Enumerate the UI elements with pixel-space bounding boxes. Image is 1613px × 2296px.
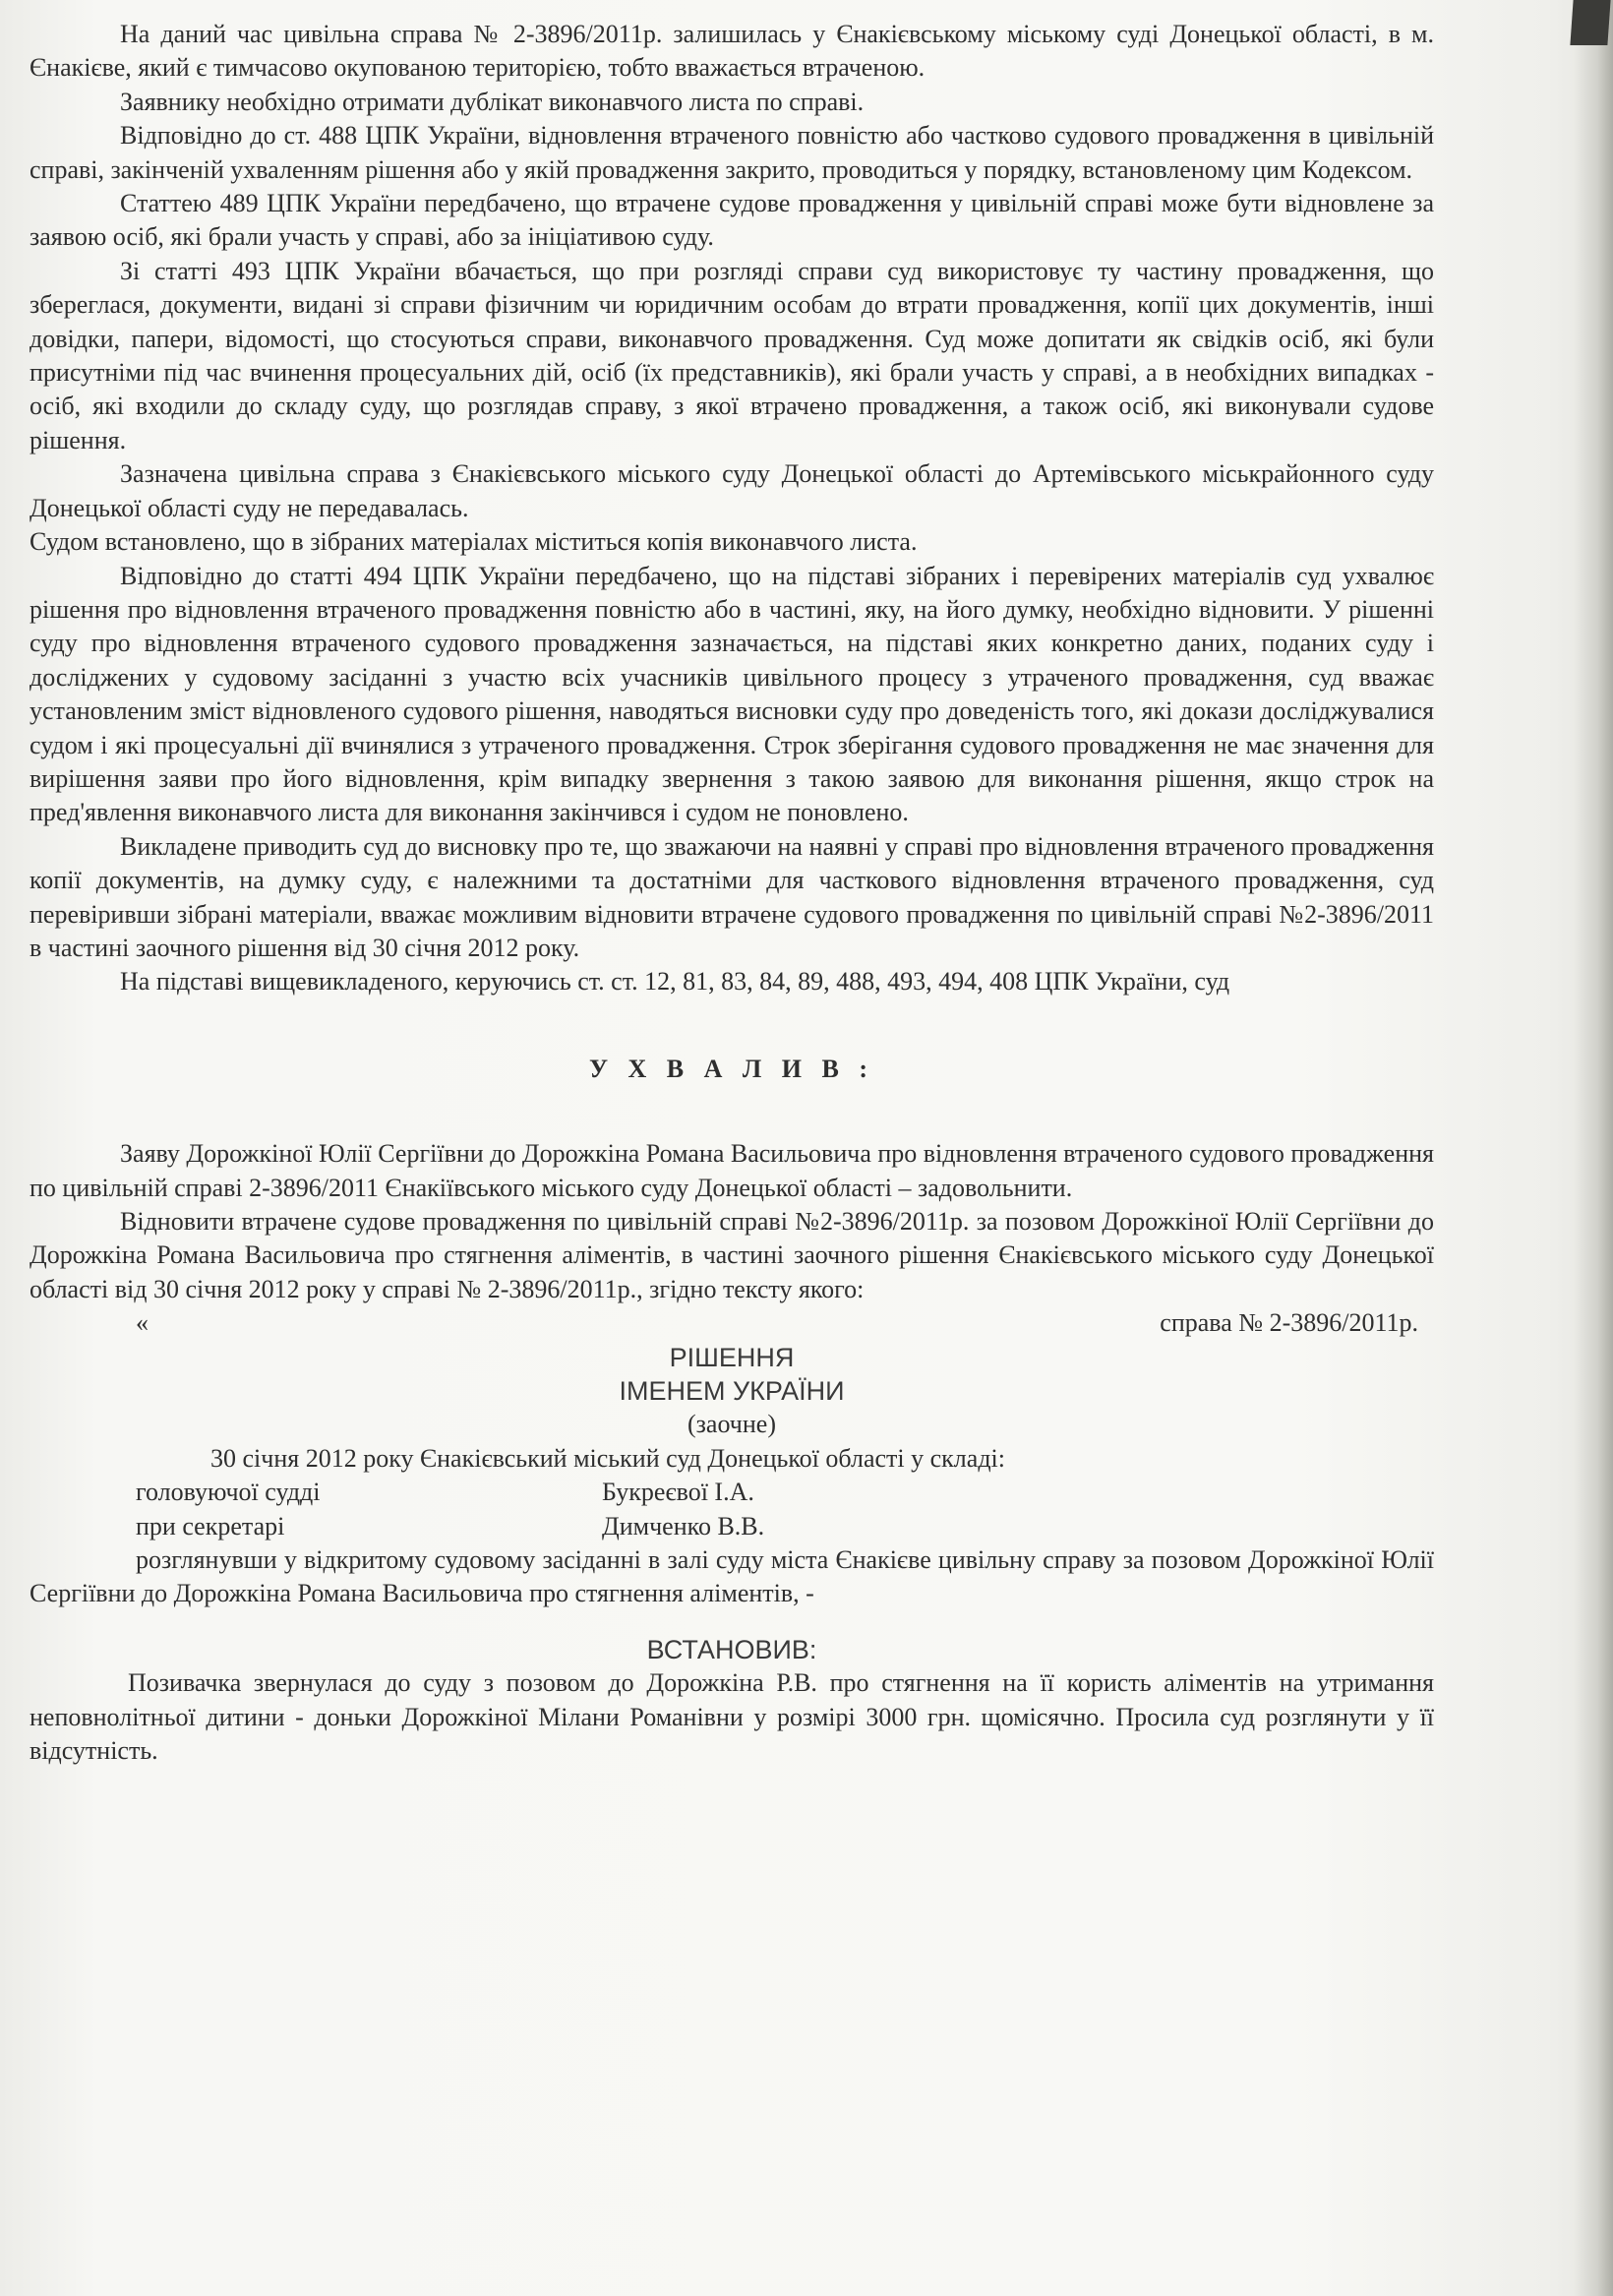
paragraph-article-489: Статтею 489 ЦПК України передбачено, що втрачене судове провадження у цивільній справі може бути відновлене за заявою осіб, які брали участь у справі, або за ініціативою суду. [30, 189, 1434, 252]
decision-title: РІШЕННЯ [669, 1342, 795, 1372]
paragraph-restore-proceeding: Відновити втрачене судове провадження по цивільній справі №2-3896/2011р. за позовом Дорожкіної Юлії Сергіївни до Дорожкіна Романа Васильовича про стягнення аліментів, в частині заочного рішення Єнакієвського міського суду Донецької області від 30 січня 2012 року у справі № 2-3896/2011р., згідно тексту якого: [30, 1207, 1434, 1303]
judge-row [30, 1476, 1434, 1509]
paragraph-plaintiff-claim: Позивачка звернулася до суду з позовом до Дорожкіна Р.В. про стягнення на її користь аліментів на утримання неповнолітньої дитини - доньки Дорожкіної Мілани Романівни у розмірі 3000 грн. щомісячно. Просила суд розглянути у її відсутність. [30, 1668, 1434, 1766]
paragraph-duplicate-needed: Заявнику необхідно отримати дублікат виконавчого листа по справі. [120, 87, 865, 116]
decision-note: (заочне) [687, 1410, 776, 1439]
ukhvalyv-heading: У Х В А Л И В : [588, 1054, 875, 1083]
document-body [30, 18, 1434, 1768]
paragraph-article-488: Відповідно до ст. 488 ЦПК України, відновлення втраченого повністю або частково судового провадження в цивільній справі, закінченій ухваленням рішення або у якій провадження закрито, проводиться у порядку, встановленому цим Кодексом. [30, 121, 1434, 184]
case-number-row [30, 1306, 1434, 1340]
paragraph-legal-basis: На підставі вищевикладеного, керуючись ст. ст. 12, 81, 83, 84, 89, 488, 493, 494, 408 ЦПК України, суд [120, 967, 1230, 997]
judge-name: Букреєвої І.А. [602, 1478, 754, 1507]
court-composition-line: 30 січня 2012 року Єнакієвський міський суд Донецької області у складі: [210, 1443, 1005, 1473]
corner-scan-mark [1570, 0, 1610, 45]
paragraph-article-494: Відповідно до статті 494 ЦПК України передбачено, що на підставі зібраних і перевірених матеріалів суд ухвалює рішення про відновлення втраченого провадження повністю або в частині, яку, на його думку, необхідно відновити. У рішенні суду про відновлення втраченого судового провадження зазначається, на підставі яких конкретно даних, поданих суду і досліджених у судовому засіданні з участю всіх учасників цивільного процесу з утраченого провадження, суд вважає установленим зміст відновленого судового рішення, наводяться висновки суду про доведеність того, які докази досліджувалися судом і які процесуальні дії вчинялися з утраченого провадження. Строк зберігання судового провадження не має значення для вирішення заяви про його відновлення, крім випадку звернення з такою заявою для виконання рішення, якщо строк на пред'явлення виконавчого листа для виконання закінчився і судом не поновлено. [30, 561, 1434, 827]
page-edge-shadow [1574, 0, 1613, 2296]
paragraph-case-lost: На даний час цивільна справа № 2-3896/2011р. залишилась у Єнакієвському міському суді Донецької області, в м. Єнакієве, який є тимчасово окупованою територією, тобто вважається втраченою. [30, 20, 1434, 83]
paragraph-conclusion: Викладене приводить суд до висновку про те, що зважаючи на наявні у справі про відновлення втраченого провадження копії документів, на думку суду, є належними та достатніми для часткового відновлення втраченого провадження, суд перевіривши зібрані матеріали, вважає можливим відновити втрачене судового провадження по цивільній справі №2-3896/2011 в частині заочного рішення від 30 січня 2012 року. [30, 831, 1434, 962]
secretary-label: при секретарі [136, 1511, 285, 1541]
judge-label: головуючої судді [136, 1478, 321, 1507]
paragraph-considered: розглянувши у відкритому судовому засіданні в залі суду міста Єнакієве цивільну справу за позовом Дорожкіної Юлії Сергіївни до Дорожкіна Романа Васильовича про стягнення аліментів, - [30, 1545, 1434, 1608]
secretary-name: Димченко В.В. [602, 1511, 765, 1541]
paragraph-satisfy-application: Заяву Дорожкіної Юлії Сергіївни до Дорожкіна Романа Васильовича про відновлення втраченого судового провадження по цивільній справі 2-3896/2011 Єнакіївського міського суду Донецької області – задовольнити. [30, 1139, 1434, 1202]
paragraph-court-established: Судом встановлено, що в зібраних матеріалах міститься копія виконавчого листа. [30, 527, 918, 557]
paragraph-case-not-transferred: Зазначена цивільна справа з Єнакієвського міського суду Донецької області до Артемівського міськрайонного суду Донецької області суду не передавалась. [30, 459, 1434, 522]
vstanovyv-heading: ВСТАНОВИВ: [646, 1634, 817, 1664]
decision-subtitle: ІМЕНЕМ УКРАЇНИ [619, 1376, 845, 1407]
paragraph-article-493: Зі статті 493 ЦПК України вбачається, що при розгляді справи суд використовує ту частину провадження, що збереглася, документи, видані зі справи фізичним чи юридичним особам до втрати провадження, копії цих документів, інші довідки, папери, відомості, що стосуються справи, виконавчого провадження. Суд може допитати як свідків осіб, які були присутніми під час вчинення процесуальних дій, осіб (їх представників), які брали участь у справі, а в необхідних випадках - осіб, які входили до складу суду, що розглядав справу, з якої втрачено провадження, а також осіб, які виконували судове рішення. [30, 256, 1434, 454]
case-number: справа № 2-3896/2011р. [1160, 1308, 1418, 1338]
quote-open: « [136, 1308, 149, 1338]
secretary-row [30, 1510, 1434, 1543]
